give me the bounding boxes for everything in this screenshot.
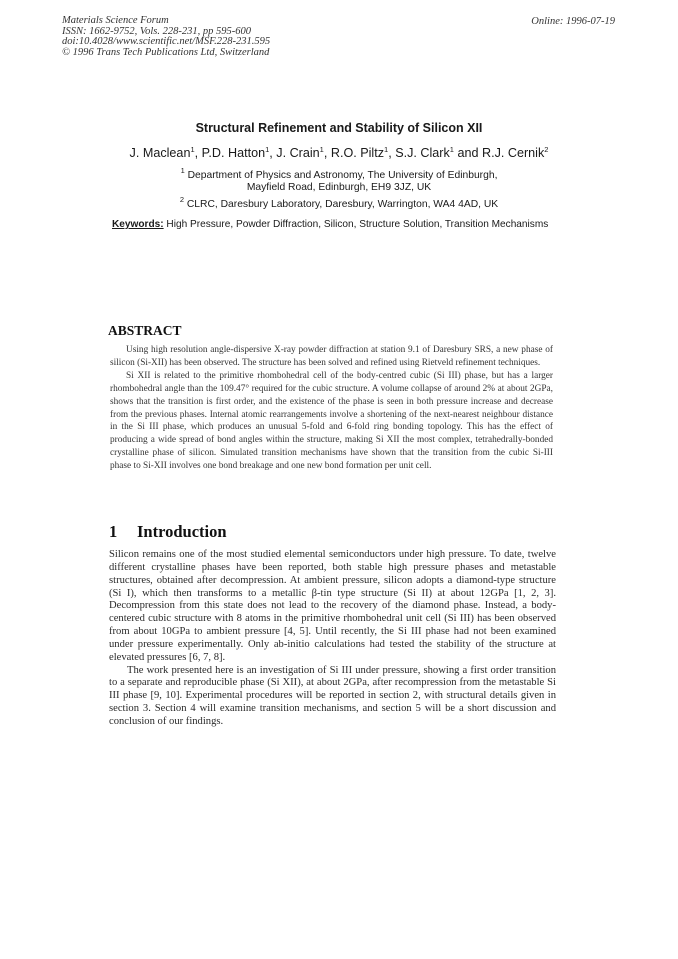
copyright-line: © 1996 Trans Tech Publications Ltd, Switzerland (62, 46, 270, 58)
keywords-label: Keywords: (112, 219, 164, 230)
author-separator: and (453, 146, 482, 160)
affiliation-number: 2 (179, 195, 184, 204)
author-separator: , (388, 146, 396, 160)
affiliation-marker: 2 (544, 145, 549, 154)
affiliation-line: Mayfield Road, Edinburgh, EH9 3JZ, UK (246, 182, 432, 193)
issn-line: ISSN: 1662-9752, Vols. 228-231, pp 595-600 (62, 25, 251, 37)
affiliation-marker: 1 (449, 145, 454, 154)
author: R.O. Piltz (330, 146, 385, 160)
affiliation-marker: 1 (190, 145, 195, 154)
body-paragraph: The work presented here is an investigation of Si III under pressure, showing a first order transition to a separate and reproducible phase (Si XII), at about 2GPa, after recompression from the metastable Si III phase [9, 10]. Experimental procedures will be reported in section 2, with structural details given in section 3. Section 4 will examine transition mechanisms, and section 5 will be a short discussion and conclusion of our findings. (109, 664, 556, 727)
affiliation-number: 1 (180, 166, 185, 175)
author-separator: , (269, 146, 277, 160)
section-title: Introduction (137, 522, 227, 541)
affiliation-marker: 1 (319, 145, 324, 154)
online-date: Online: 1996-07-19 (531, 16, 615, 27)
author: P.D. Hatton (201, 146, 266, 160)
keywords-text: High Pressure, Powder Diffraction, Silicon, Structure Solution, Transition Mechanisms (166, 219, 549, 230)
abstract-paragraph: Si XII is related to the primitive rhombohedral cell of the body-centred cubic (Si III) phase, but has a larger rhombohedral angle than the 109.47° required for the cubic structure. A volume collapse of around 2% at about 2GPa, shows that the transition is first order, and the existence of the phase is seen in both pressure increase and decrease from the previous phases. Internal atomic rearrangements involve a shortening of the next-nearest neighbour distance in the Si III phase, which produces an unusual 5-fold and 6-fold ring bonding topology. This has the effect of producing a wide spread of bond angles within the structure, making Si XII the most complex, tetrahedrally-bonded crystalline phase of silicon. Simulated transition mechanisms have shown that the transition from the cubic Si-III phase to Si-XII involves one bond breakage and one new bond formation per unit cell. (110, 370, 553, 472)
author: R.J. Cernik (481, 146, 545, 160)
author: S.J. Clark (395, 146, 450, 160)
keywords (112, 219, 582, 230)
abstract-heading: ABSTRACT (108, 323, 182, 338)
affiliation-marker: 1 (384, 145, 389, 154)
affiliation-1 (0, 165, 678, 194)
author: J. Crain (276, 146, 320, 160)
journal-metadata (62, 16, 322, 58)
affiliation-marker: 1 (265, 145, 270, 154)
affiliation-line: CLRC, Daresbury Laboratory, Daresbury, Warrington, WA4 4AD, UK (186, 199, 499, 210)
section-heading-introduction (109, 522, 227, 542)
author-list (0, 145, 678, 160)
affiliation-line: Department of Physics and Astronomy, The University of Edinburgh, (187, 170, 498, 181)
abstract-paragraph: Using high resolution angle-dispersive X-ray powder diffraction at station 9.1 of Daresbury SRS, a new phase of silicon (Si-XII) has been observed. The structure has been solved and refined using Rietveld refinement techniques. (110, 345, 553, 368)
author: J. Maclean (129, 146, 191, 160)
journal-name: Materials Science Forum (62, 15, 169, 26)
body-paragraph: Silicon remains one of the most studied elemental semiconductors under high pressure. To date, twelve different crystalline phases have been reported, both stable high pressure phases and metastable structures, obtained after decompression. At ambient pressure, silicon adopts a diamond-type structure (Si I), which then transforms to a metallic β-tin type structure (Si II) at about 12GPa [1, 2, 3]. Decompression from this state does not lead to the recovery of the diamond phase. Instead, a body-centered cubic structure with 8 atoms in the primitive rhombohedral unit cell (Si III) has been observed from about 10GPa to ambient pressure [4, 5]. Until recently, the Si III phase had not been examined under pressure experimentally. Only ab-initio calculations had tested the stability of the structure at elevated pressures [6, 7, 8]. (109, 549, 556, 663)
author-separator: , (194, 146, 202, 160)
doi-link[interactable]: doi:10.4028/www.scientific.net/MSF.228-231.595 (62, 36, 271, 48)
paper-title: Structural Refinement and Stability of Silicon XII (195, 121, 483, 135)
introduction-body (109, 549, 556, 729)
abstract-body (110, 344, 553, 473)
affiliation-2 (0, 194, 678, 211)
author-separator: , (323, 146, 331, 160)
section-number: 1 (109, 522, 118, 541)
